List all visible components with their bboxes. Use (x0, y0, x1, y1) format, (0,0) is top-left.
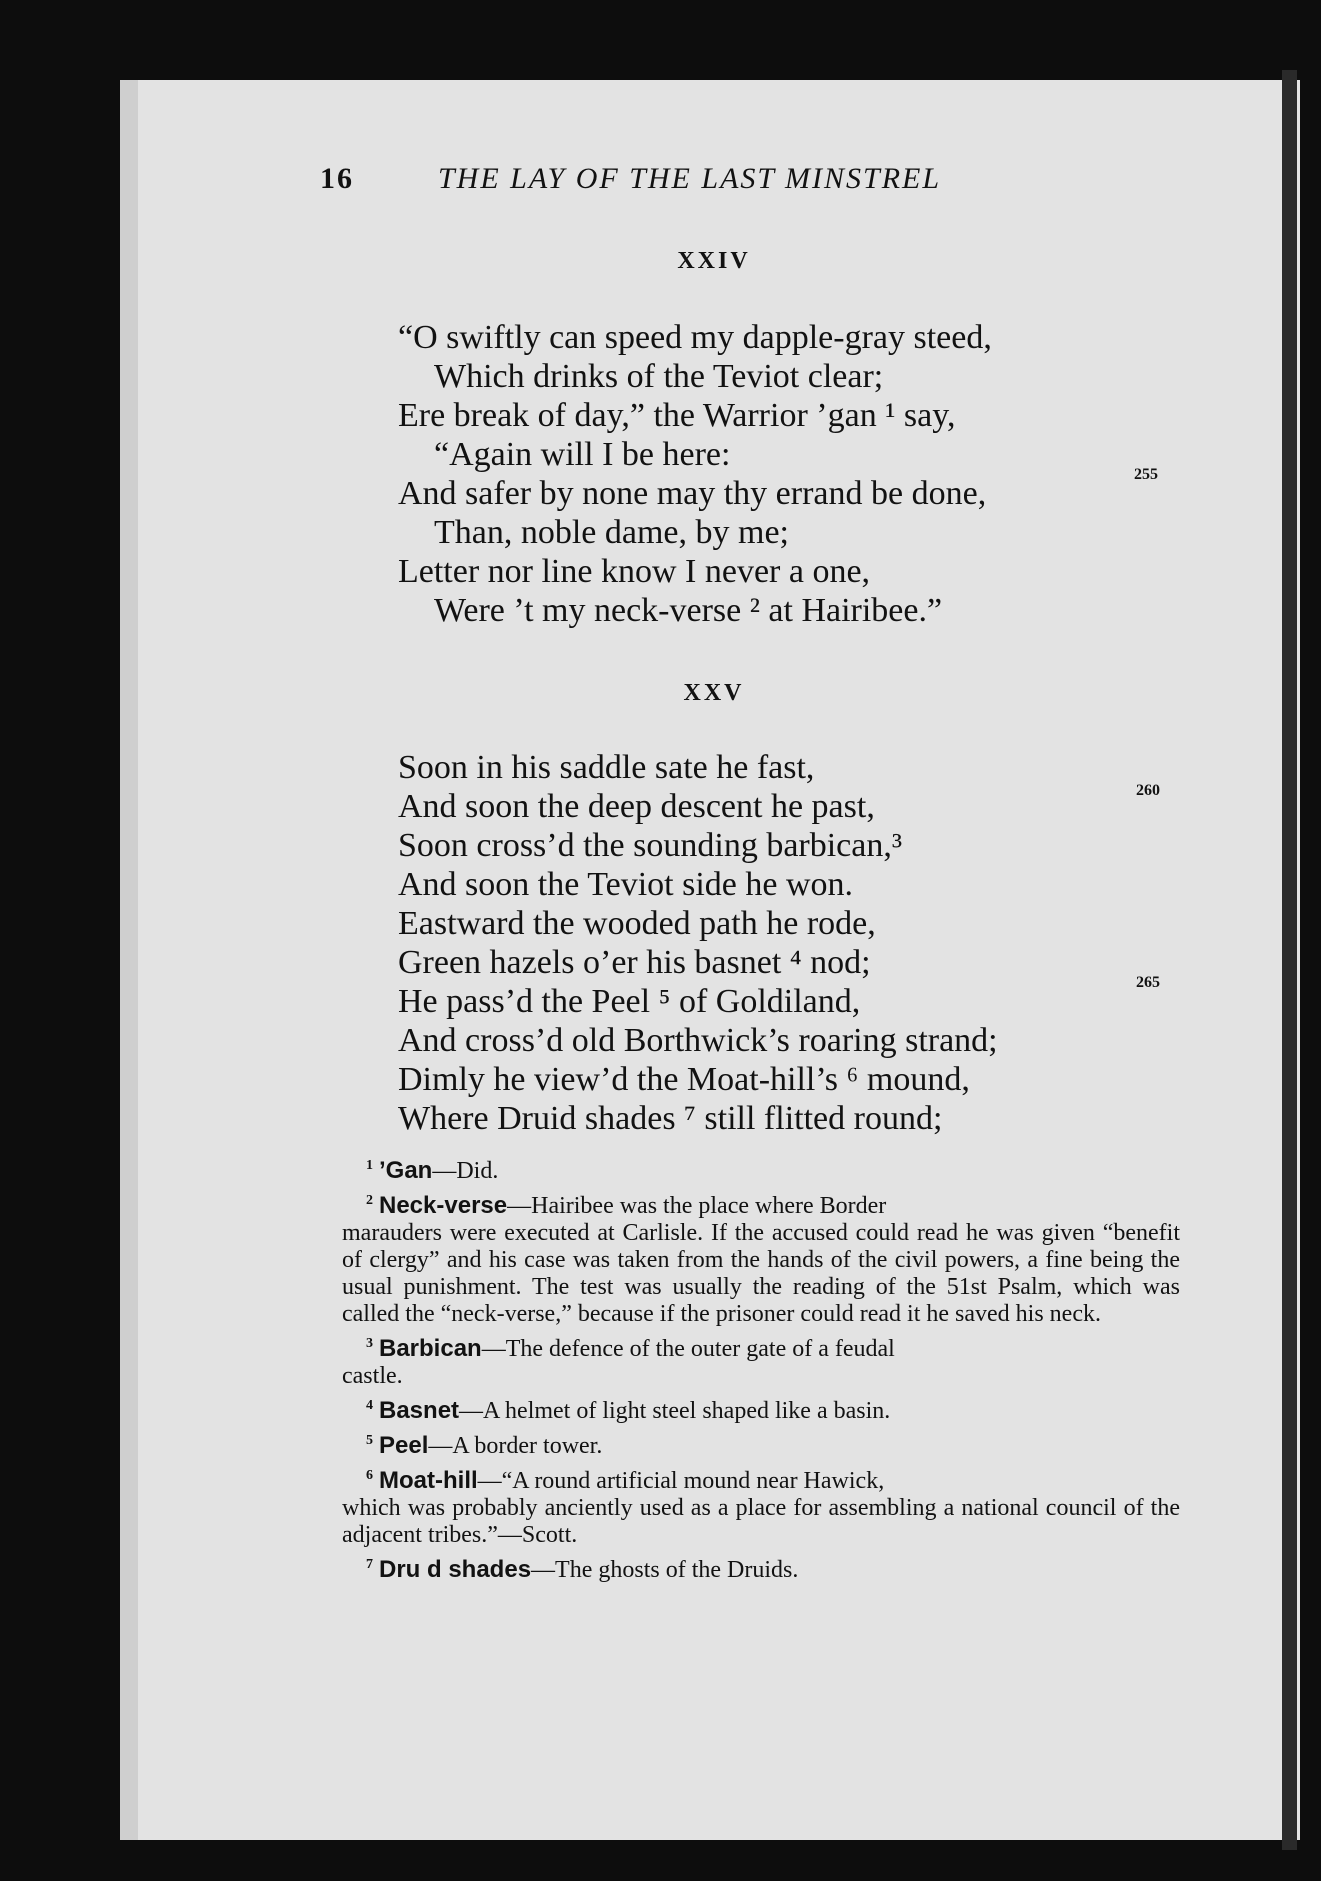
verse-line: Where Druid shades ⁷ still flitted round; (398, 1100, 943, 1137)
verse-line: Green hazels o’er his basnet ⁴ nod; (398, 944, 871, 981)
footnote (342, 1152, 1180, 1185)
page-header (320, 162, 1100, 202)
footnote (342, 1330, 1180, 1390)
footnote-term: Peel (379, 1432, 429, 1459)
footnote-marker: 1 (366, 1158, 373, 1173)
footnote (342, 1392, 1180, 1425)
footnote-term: ’Gan (379, 1157, 433, 1184)
verse-line: “Again will I be here: (434, 436, 731, 473)
footnote-text: —Hairibee was the place where Border (507, 1193, 887, 1219)
verse-line: Eastward the wooded path he rode, (398, 905, 876, 942)
footnote-marker: 4 (366, 1398, 373, 1413)
footnote (342, 1462, 1180, 1549)
footnote (342, 1187, 1180, 1328)
stanza-number: XXV (683, 680, 745, 706)
stanza-xxiv (398, 318, 992, 630)
footnote-text: —The ghosts of the Druids. (531, 1557, 799, 1583)
running-title: THE LAY OF THE LAST MINSTREL (438, 162, 942, 195)
footnote-marker: 7 (366, 1557, 373, 1572)
footnote-term: Barbican (379, 1335, 482, 1362)
verse-line: And safer by none may thy errand be done, (398, 475, 987, 512)
verse-line: Were ’t my neck-verse ² at Hairibee.” (434, 592, 943, 629)
footnote-marker: 2 (366, 1193, 373, 1208)
footnote-text: —“A round artificial mound near Hawick, (477, 1468, 885, 1494)
verse-line: Soon in his saddle sate he fast, (398, 749, 815, 786)
footnote-text: —Did. (432, 1158, 499, 1184)
verse-line: “O swiftly can speed my dapple-gray steed, (398, 319, 992, 356)
footnote-term: Basnet (379, 1397, 460, 1424)
footnote-term: Neck-verse (379, 1192, 508, 1219)
line-number: 260 (1136, 782, 1160, 799)
page-number: 16 (320, 162, 354, 195)
stanza-number: XXIV (677, 248, 751, 274)
verse-line: Letter nor line know I never a one, (398, 553, 871, 590)
footnote-text: —The defence of the outer gate of a feudal (481, 1336, 895, 1362)
verse-line: He pass’d the Peel ⁵ of Goldiland, (398, 983, 861, 1020)
verse-line: And soon the Teviot side he won. (398, 866, 853, 903)
verse-line: Which drinks of the Teviot clear; (434, 358, 884, 395)
verse-line: And cross’d old Borthwick’s roaring strand; (398, 1022, 998, 1059)
verse-line: Dimly he view’d the Moat-hill’s ⁶ mound, (398, 1061, 970, 1098)
verse-line: Ere break of day,” the Warrior ’gan ¹ say, (398, 397, 956, 434)
footnote-marker: 6 (366, 1468, 373, 1483)
footnote-text: —A border tower. (428, 1433, 603, 1459)
footnote-text: —A helmet of light steel shaped like a basin. (459, 1398, 891, 1424)
verse-line: Soon cross’d the sounding barbican,³ (398, 827, 903, 864)
verse-line: Than, noble dame, by me; (434, 514, 790, 551)
footnote-continuation: which was probably anciently used as a place for assembling a national council of the adjacent tribes.”—Scott. (342, 1495, 1180, 1548)
line-number: 255 (1134, 466, 1158, 483)
stanza-xxv (398, 748, 998, 1138)
footnote (342, 1427, 1180, 1460)
footnote-marker: 3 (366, 1336, 373, 1351)
footnote (342, 1551, 1180, 1584)
footnote-term: Dru d shades (379, 1556, 532, 1583)
footnotes (342, 1152, 1180, 1586)
facing-page-edge (1282, 70, 1297, 1850)
footnote-marker: 5 (366, 1433, 373, 1448)
footnote-continuation: marauders were executed at Carlisle. If the accused could read he was given “benefit of clergy” and his case was taken from the hands of the civil powers, a fine being the usual punishment. The test was usually the reading of the 51st Psalm, which was called the “neck-verse,” because if the prisoner could read it he saved his neck. (342, 1220, 1180, 1327)
verse-line: And soon the deep descent he past, (398, 788, 875, 825)
line-number: 265 (1136, 974, 1160, 991)
footnote-term: Moat-hill (379, 1467, 478, 1494)
footnote-continuation: castle. (342, 1363, 403, 1389)
